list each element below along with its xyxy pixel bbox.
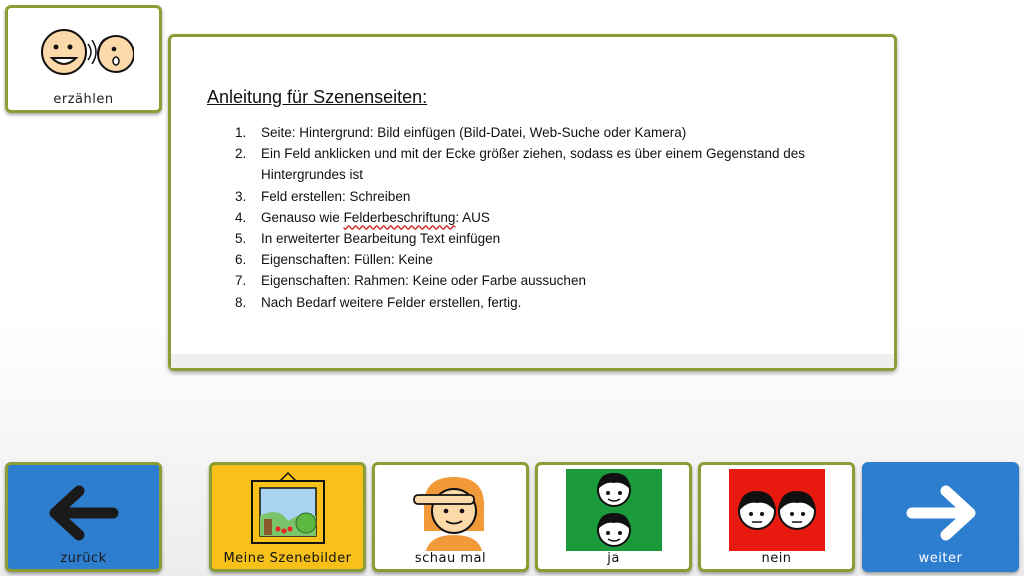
nodding-face-icon [566,469,662,551]
list-item: 6. Eigenschaften: Füllen: Keine [235,252,433,268]
list-item: 5. In erweiterter Bearbeitung Text einfügen [235,231,501,247]
spellcheck-marked-word: Felderbeschriftung [343,209,456,225]
speaking-faces-icon [34,20,134,82]
instruction-list [211,122,871,313]
scene-pictures-label: Meine Szenebilder [223,551,352,566]
list-item: 1. Seite: Hintergrund: Bild einfügen (Bild-Datei, Web-Suche oder Kamera) [235,125,687,140]
look-button[interactable] [372,462,529,572]
framed-picture-icon [248,471,328,547]
list-item: 2. Ein Feld anklicken und mit der Ecke größer ziehen, sodass es über einem Gegenstand des Hintergrundes ist [235,146,806,183]
next-button[interactable] [862,462,1019,572]
looking-person-icon [406,469,496,551]
shaking-face-icon [729,469,825,551]
erzaehlen-button[interactable] [5,5,162,113]
instruction-document [168,34,897,371]
arrow-left-icon [49,485,119,541]
document-footer-strip [171,354,894,368]
document-title: Anleitung für Szenenseiten: [207,87,428,107]
arrow-right-icon [906,485,976,541]
back-button[interactable] [5,462,162,572]
list-item: 3. Feld erstellen: Schreiben [235,188,411,204]
scene-pictures-button[interactable] [209,462,366,572]
list-item: 7. Eigenschaften: Rahmen: Keine oder Farbe aussuchen [235,273,586,289]
list-item: 4. Genauso wie Felderbeschriftung: AUS [235,209,490,225]
erzaehlen-label: erzählen [53,92,114,107]
list-item: 8. Nach Bedarf weitere Felder erstellen, fertig. [235,294,522,310]
yes-button[interactable] [535,462,692,572]
yes-label: ja [607,551,620,566]
next-label: weiter [918,551,963,566]
no-button[interactable] [698,462,855,572]
look-label: schau mal [414,551,487,566]
no-label: nein [761,551,792,566]
back-label: zurück [60,551,107,566]
